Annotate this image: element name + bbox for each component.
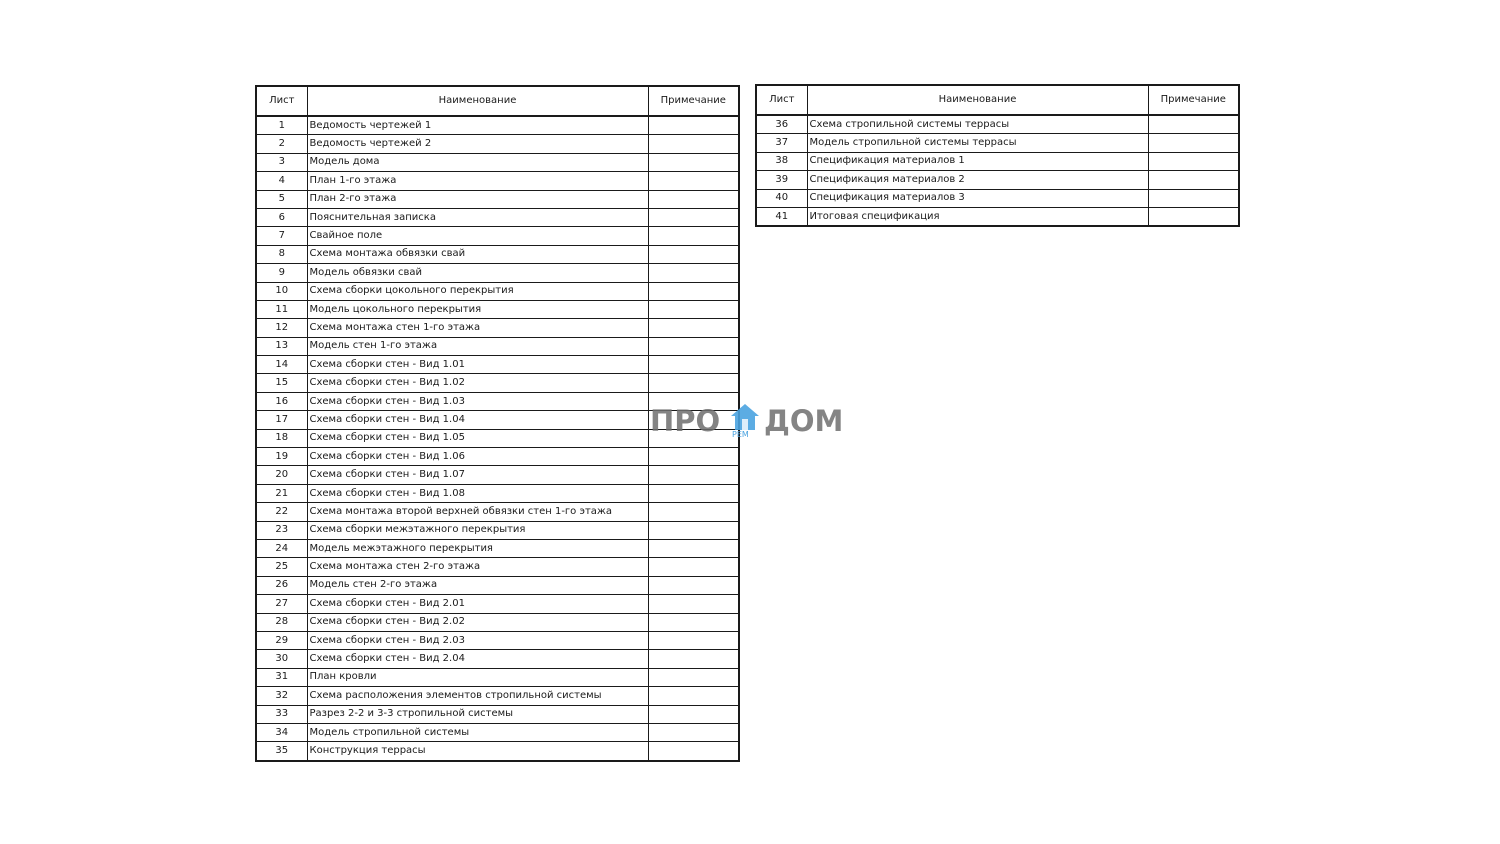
header-sheet: Лист <box>256 86 307 116</box>
sheet-name-cell: Схема расположения элементов стропильной системы <box>307 687 648 705</box>
table-body-right <box>756 115 1239 226</box>
sheet-name-cell: Модель стен 1-го этажа <box>307 337 648 355</box>
sheet-number-cell: 40 <box>756 189 807 207</box>
sheet-note-cell <box>648 172 739 190</box>
sheet-note-cell <box>648 374 739 392</box>
table-row <box>256 448 739 466</box>
sheet-name-cell: Схема монтажа обвязки свай <box>307 245 648 263</box>
sheet-number-cell: 20 <box>256 466 307 484</box>
table-row <box>256 558 739 576</box>
table-row <box>256 208 739 226</box>
table-row <box>256 356 739 374</box>
sheet-note-cell <box>648 319 739 337</box>
sheet-note-cell <box>1148 189 1239 207</box>
table-row <box>256 190 739 208</box>
sheet-number-cell: 22 <box>256 503 307 521</box>
table-row <box>756 171 1239 189</box>
sheet-name-cell: Модель стен 2-го этажа <box>307 576 648 594</box>
watermark-subtext: РЕМ <box>732 430 749 439</box>
table-row <box>256 300 739 318</box>
table-row <box>256 631 739 649</box>
sheet-number-cell: 29 <box>256 631 307 649</box>
sheet-note-cell <box>648 116 739 135</box>
table-row <box>256 135 739 153</box>
sheet-note-cell <box>648 595 739 613</box>
sheet-name-cell: Схема сборки стен - Вид 1.03 <box>307 392 648 410</box>
sheet-number-cell: 30 <box>256 650 307 668</box>
watermark-text-left: ПРО <box>650 404 721 438</box>
sheet-number-cell: 33 <box>256 705 307 723</box>
sheet-number-cell: 25 <box>256 558 307 576</box>
sheet-note-cell <box>1148 152 1239 170</box>
table-row <box>256 742 739 761</box>
sheet-name-cell: Модель межэтажного перекрытия <box>307 539 648 557</box>
sheet-name-cell: Схема сборки межэтажного перекрытия <box>307 521 648 539</box>
table-row <box>756 207 1239 226</box>
table-row <box>256 539 739 557</box>
table-row <box>256 116 739 135</box>
header-sheet: Лист <box>756 85 807 115</box>
sheet-number-cell: 31 <box>256 668 307 686</box>
sheet-name-cell: Спецификация материалов 2 <box>807 171 1148 189</box>
table-row <box>256 484 739 502</box>
sheet-name-cell: Схема сборки стен - Вид 2.03 <box>307 631 648 649</box>
sheet-number-cell: 39 <box>756 171 807 189</box>
table-row <box>256 521 739 539</box>
sheet-number-cell: 13 <box>256 337 307 355</box>
sheet-name-cell: Модель стропильной системы террасы <box>807 134 1148 152</box>
sheet-name-cell: Конструкция террасы <box>307 742 648 761</box>
table-row <box>256 282 739 300</box>
sheet-note-cell <box>648 631 739 649</box>
sheet-note-cell <box>648 539 739 557</box>
sheet-number-cell: 23 <box>256 521 307 539</box>
sheet-number-cell: 27 <box>256 595 307 613</box>
sheet-note-cell <box>648 282 739 300</box>
sheet-note-cell <box>648 484 739 502</box>
table-row <box>256 245 739 263</box>
sheet-number-cell: 24 <box>256 539 307 557</box>
sheet-name-cell: Итоговая спецификация <box>807 207 1148 226</box>
sheet-note-cell <box>648 135 739 153</box>
table-row <box>256 668 739 686</box>
table-row <box>256 723 739 741</box>
watermark-logo <box>650 400 850 444</box>
sheet-number-cell: 21 <box>256 484 307 502</box>
sheet-note-cell <box>1148 115 1239 134</box>
sheet-name-cell: Схема сборки стен - Вид 1.01 <box>307 356 648 374</box>
table-row <box>756 152 1239 170</box>
house-icon <box>730 403 760 431</box>
header-name: Наименование <box>307 86 648 116</box>
table-header-row <box>756 85 1239 115</box>
sheet-name-cell: Схема монтажа стен 2-го этажа <box>307 558 648 576</box>
sheet-number-cell: 18 <box>256 429 307 447</box>
table-row <box>256 576 739 594</box>
sheet-number-cell: 2 <box>256 135 307 153</box>
sheet-name-cell: Спецификация материалов 3 <box>807 189 1148 207</box>
sheet-name-cell: Схема сборки стен - Вид 2.02 <box>307 613 648 631</box>
table-row <box>256 227 739 245</box>
sheet-name-cell: Схема сборки стен - Вид 1.06 <box>307 448 648 466</box>
table-row <box>256 319 739 337</box>
sheet-name-cell: Схема стропильной системы террасы <box>807 115 1148 134</box>
table-row <box>256 503 739 521</box>
watermark-text-right: ДОМ <box>764 404 844 438</box>
sheet-number-cell: 5 <box>256 190 307 208</box>
sheet-note-cell <box>648 613 739 631</box>
sheet-note-cell <box>648 245 739 263</box>
sheet-number-cell: 14 <box>256 356 307 374</box>
table-row <box>256 153 739 171</box>
sheet-number-cell: 41 <box>756 207 807 226</box>
sheet-name-cell: Свайное поле <box>307 227 648 245</box>
sheet-note-cell <box>648 521 739 539</box>
sheet-note-cell <box>648 300 739 318</box>
sheet-name-cell: Модель цокольного перекрытия <box>307 300 648 318</box>
sheet-number-cell: 37 <box>756 134 807 152</box>
sheet-number-cell: 34 <box>256 723 307 741</box>
table-row <box>256 687 739 705</box>
sheet-note-cell <box>1148 207 1239 226</box>
sheet-name-cell: Ведомость чертежей 1 <box>307 116 648 135</box>
sheet-number-cell: 26 <box>256 576 307 594</box>
sheet-number-cell: 4 <box>256 172 307 190</box>
sheet-number-cell: 12 <box>256 319 307 337</box>
sheet-note-cell <box>648 668 739 686</box>
sheet-name-cell: Схема сборки цокольного перекрытия <box>307 282 648 300</box>
sheet-name-cell: Модель дома <box>307 153 648 171</box>
sheet-note-cell <box>648 687 739 705</box>
sheet-number-cell: 11 <box>256 300 307 318</box>
sheet-name-cell: План 2-го этажа <box>307 190 648 208</box>
sheet-note-cell <box>648 576 739 594</box>
sheet-note-cell <box>648 723 739 741</box>
sheet-number-cell: 10 <box>256 282 307 300</box>
sheet-note-cell <box>1148 134 1239 152</box>
sheet-number-cell: 7 <box>256 227 307 245</box>
sheet-number-cell: 9 <box>256 264 307 282</box>
table-header-row <box>256 86 739 116</box>
sheet-number-cell: 16 <box>256 392 307 410</box>
sheet-name-cell: Схема сборки стен - Вид 2.04 <box>307 650 648 668</box>
sheet-number-cell: 35 <box>256 742 307 761</box>
sheet-note-cell <box>648 227 739 245</box>
sheet-number-cell: 38 <box>756 152 807 170</box>
table-row <box>756 189 1239 207</box>
sheet-name-cell: Модель обвязки свай <box>307 264 648 282</box>
sheet-note-cell <box>648 650 739 668</box>
sheet-number-cell: 3 <box>256 153 307 171</box>
sheet-name-cell: Схема сборки стен - Вид 1.05 <box>307 429 648 447</box>
sheet-name-cell: Схема сборки стен - Вид 1.07 <box>307 466 648 484</box>
sheet-number-cell: 28 <box>256 613 307 631</box>
sheet-note-cell <box>648 208 739 226</box>
sheet-note-cell <box>648 503 739 521</box>
sheet-note-cell <box>648 558 739 576</box>
table-row <box>256 613 739 631</box>
drawings-list-table-right <box>755 84 1240 227</box>
sheet-note-cell <box>648 264 739 282</box>
header-note: Примечание <box>1148 85 1239 115</box>
table-row <box>256 374 739 392</box>
sheet-note-cell <box>1148 171 1239 189</box>
sheet-note-cell <box>648 466 739 484</box>
sheet-number-cell: 15 <box>256 374 307 392</box>
table-row <box>256 650 739 668</box>
sheet-name-cell: План 1-го этажа <box>307 172 648 190</box>
sheet-note-cell <box>648 337 739 355</box>
sheet-number-cell: 36 <box>756 115 807 134</box>
sheet-note-cell <box>648 153 739 171</box>
sheet-note-cell <box>648 356 739 374</box>
table-row <box>256 264 739 282</box>
table-row <box>256 466 739 484</box>
sheet-number-cell: 6 <box>256 208 307 226</box>
table-row <box>256 705 739 723</box>
sheet-name-cell: Схема сборки стен - Вид 1.04 <box>307 411 648 429</box>
table-row <box>256 595 739 613</box>
header-note: Примечание <box>648 86 739 116</box>
sheet-name-cell: Схема сборки стен - Вид 2.01 <box>307 595 648 613</box>
sheet-number-cell: 19 <box>256 448 307 466</box>
sheet-name-cell: Схема монтажа стен 1-го этажа <box>307 319 648 337</box>
sheet-name-cell: Схема монтажа второй верхней обвязки стен 1-го этажа <box>307 503 648 521</box>
sheet-note-cell <box>648 448 739 466</box>
sheet-note-cell <box>648 742 739 761</box>
sheet-note-cell <box>648 705 739 723</box>
sheet-name-cell: Схема сборки стен - Вид 1.02 <box>307 374 648 392</box>
sheet-name-cell: Спецификация материалов 1 <box>807 152 1148 170</box>
sheet-name-cell: Схема сборки стен - Вид 1.08 <box>307 484 648 502</box>
sheet-name-cell: Пояснительная записка <box>307 208 648 226</box>
sheet-name-cell: План кровли <box>307 668 648 686</box>
sheet-name-cell: Ведомость чертежей 2 <box>307 135 648 153</box>
table-row <box>256 337 739 355</box>
sheet-number-cell: 1 <box>256 116 307 135</box>
sheet-number-cell: 32 <box>256 687 307 705</box>
table-row <box>756 134 1239 152</box>
sheet-name-cell: Разрез 2-2 и 3-3 стропильной системы <box>307 705 648 723</box>
sheet-note-cell <box>648 190 739 208</box>
sheet-number-cell: 8 <box>256 245 307 263</box>
sheet-number-cell: 17 <box>256 411 307 429</box>
sheet-name-cell: Модель стропильной системы <box>307 723 648 741</box>
table-row <box>256 172 739 190</box>
table-row <box>756 115 1239 134</box>
header-name: Наименование <box>807 85 1148 115</box>
